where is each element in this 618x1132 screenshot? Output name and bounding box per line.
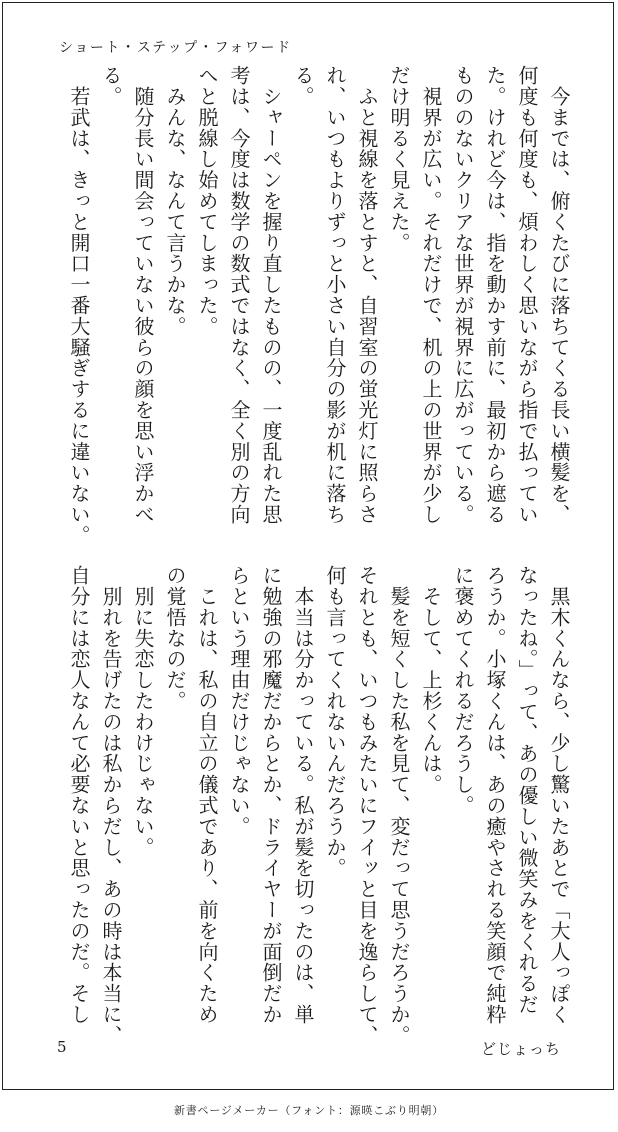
text-block-lower	[63, 565, 575, 1046]
text-line: だけ明るく見えた。	[387, 65, 411, 254]
text-line: それとも、いつもみたいにフイッと目を逸らして、	[355, 565, 379, 1046]
text-line: の覚悟なのだ。	[163, 565, 187, 712]
text-line: これは、私の自立の儀式であり、前を向くため	[195, 565, 219, 1025]
text-line: ふと視線を落とすと、自習室の蛍光灯に照らさ	[355, 65, 379, 525]
text-line: みんな、なんて言うかな。	[163, 65, 187, 337]
page-number: 5	[57, 1038, 67, 1056]
text-block-upper	[63, 65, 575, 546]
text-line: 自分には恋人なんて必要ないと思ったのだ。そし	[67, 565, 91, 1025]
text-line: に褒めてくれるだろうし。	[451, 565, 475, 816]
generator-credit: 新書ページメーカー（フォント：源暎こぶり明朝）	[173, 1104, 445, 1117]
text-line: れ、いつもよりずっと小さい自分の影が机に落ち	[323, 65, 347, 525]
text-line: 別に失恋したわけじゃない。	[131, 565, 155, 858]
text-line: 考は、今度は数学の数式ではなく、全く別の方向	[227, 65, 251, 525]
text-line: へと脱線し始めてしまった。	[195, 65, 219, 337]
running-title: ショート・ステップ・フォワード	[59, 40, 292, 56]
text-line: 視界が広い。それだけで、机の上の世界が少し	[419, 65, 443, 525]
text-line: ろうか。小塚くんは、あの癒やされる笑顔で純粋	[483, 565, 507, 1025]
text-line: 若武は、きっと開口一番大騒ぎするに違いない。	[67, 65, 91, 546]
text-line: 随分長い間会っていない彼らの顔を思い浮かべ	[131, 65, 155, 525]
text-line: もののないクリアな世界が視界に広がっている。	[451, 65, 475, 525]
text-line: 別れを告げたのは私からだし、あの時は本当に、	[99, 565, 123, 1046]
text-line: シャーペンを握り直したものの、一度乱れた思	[259, 65, 283, 525]
text-line: た。けれど今は、指を動かす前に、最初から遮る	[483, 65, 507, 525]
text-line: そして、上杉くんは。	[419, 565, 443, 795]
book-page	[2, 2, 614, 1090]
text-line: らという理由だけじゃない。	[227, 565, 251, 837]
text-line: る。	[291, 65, 315, 107]
text-line: 本当は分かっている。私が髪を切ったのは、単	[291, 565, 315, 1025]
text-line: 何も言ってくれないんだろうか。	[323, 565, 347, 879]
author-name: どじょっち	[480, 1040, 561, 1058]
text-line: 何度も何度も、煩わしく思いながら指で払ってい	[515, 65, 539, 525]
text-line: 髪を短くした私を見て、変だって思うだろうか。	[387, 565, 411, 1046]
text-line: なったね。」って、あの優しい微笑みをくれるだ	[515, 565, 539, 1015]
text-line: に勉強の邪魔だからとか、ドライヤーが面倒だか	[259, 565, 283, 1025]
text-line: る。	[99, 65, 123, 107]
text-line: 黒木くんなら、少し驚いたあとで「大人っぽく	[547, 565, 571, 1025]
text-line: 今までは、俯くたびに落ちてくる長い横髪を、	[547, 65, 571, 525]
